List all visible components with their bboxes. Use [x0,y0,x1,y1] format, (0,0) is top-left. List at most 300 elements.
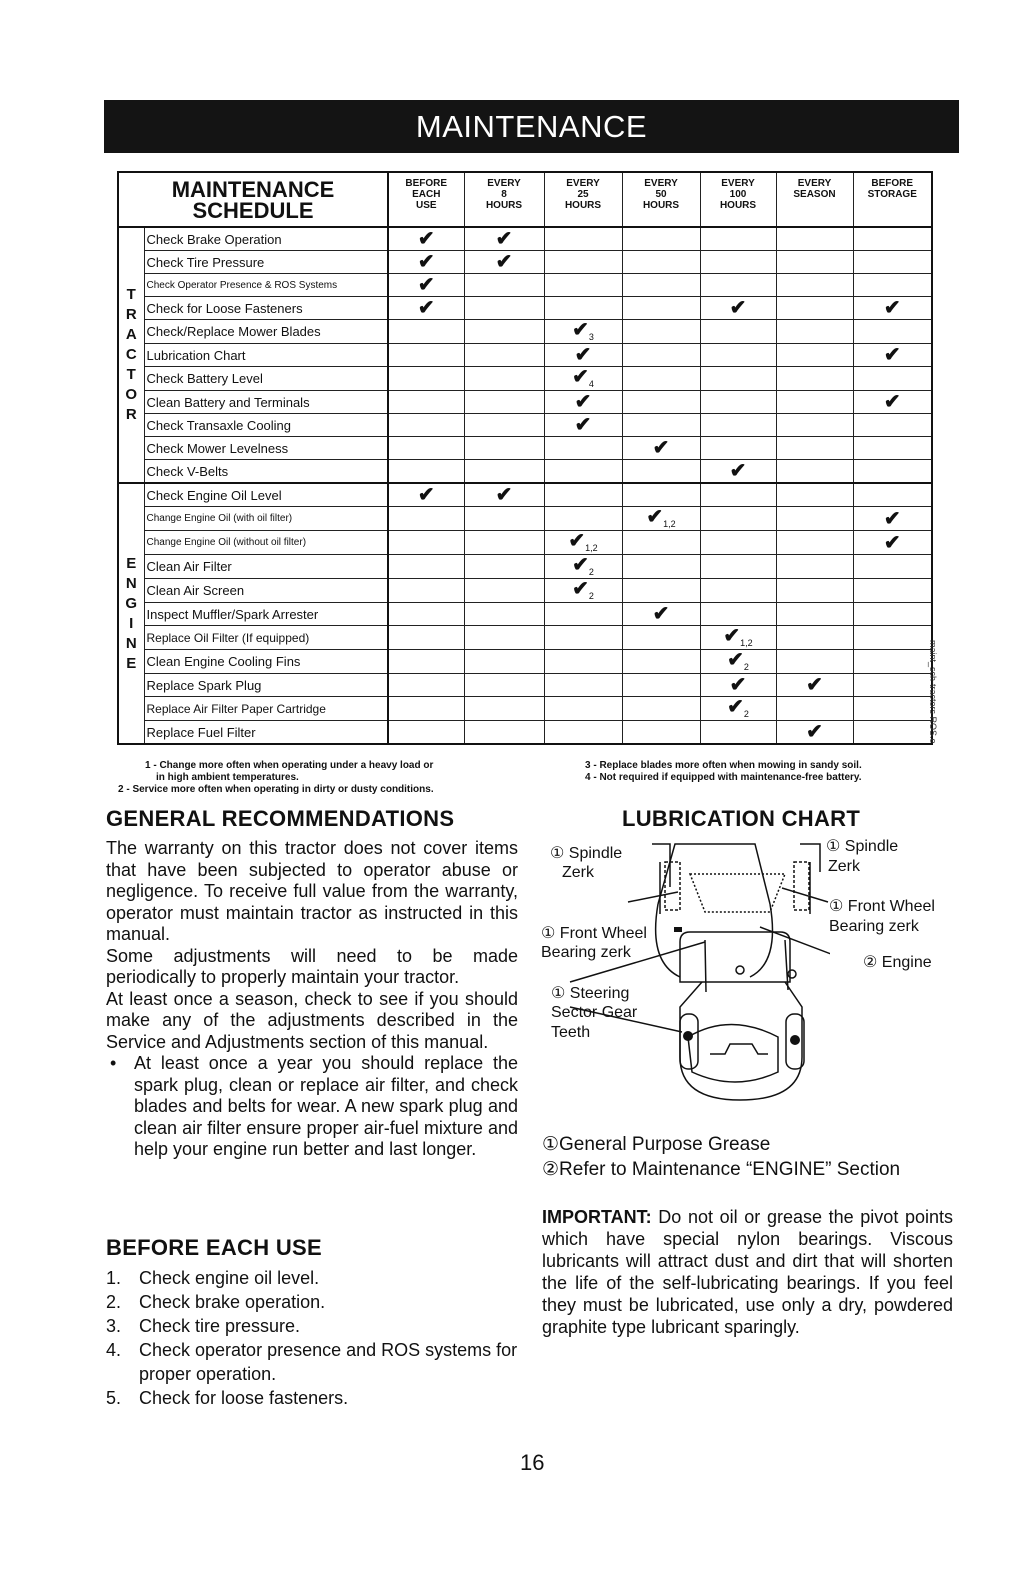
maintenance-schedule-table [117,171,933,745]
interval-header-line: 25 [577,189,589,200]
schedule-cell [544,320,622,344]
schedule-cell [776,531,853,555]
legend-engine-section: ②Refer to Maintenance “ENGINE” Section [542,1159,901,1180]
schedule-cell [776,674,853,697]
schedule-cell [776,437,853,460]
schedule-cell [544,297,622,320]
interval-column-header [388,172,464,227]
schedule-cell [388,674,464,697]
schedule-cell [853,460,932,484]
schedule-cell [853,297,932,320]
schedule-cell [776,414,853,437]
schedule-cell [544,414,622,437]
schedule-cell [464,603,544,626]
schedule-cell [700,437,776,460]
schedule-cell [388,483,464,507]
schedule-row [118,531,932,555]
section-letter: R [125,306,137,323]
schedule-cell [464,227,544,251]
footnote-3: 3 - Replace blades more often when mowing in sandy soil. [585,760,862,771]
check-icon: ✔ [572,578,589,600]
schedule-cell [700,674,776,697]
interval-header-line: EVERY [487,178,521,189]
task-name: Replace Spark Plug [144,674,388,697]
schedule-cell [622,274,700,297]
interval-header-line: USE [415,200,437,211]
schedule-cell [388,603,464,626]
schedule-cell [853,274,932,297]
schedule-cell [776,344,853,367]
schedule-cell [700,344,776,367]
schedule-cell [700,531,776,555]
check-icon: ✔ [572,554,589,576]
schedule-cell [464,555,544,579]
schedule-cell [700,555,776,579]
schedule-cell [776,555,853,579]
schedule-cell [388,460,464,484]
schedule-cell [544,391,622,414]
schedule-cell [853,579,932,603]
schedule-cell [388,414,464,437]
task-name: Check Mower Levelness [144,437,388,460]
task-name: Check Brake Operation [144,227,388,251]
list-text: Check tire pressure. [139,1316,301,1336]
section-letter: A [125,326,137,343]
schedule-cell [700,579,776,603]
schedule-cell [622,579,700,603]
schedule-cell [622,227,700,251]
schedule-cell [776,697,853,721]
task-name: Check Transaxle Cooling [144,414,388,437]
schedule-row [118,579,932,603]
schedule-cell [544,367,622,391]
task-name: Check V-Belts [144,460,388,484]
schedule-cell [700,297,776,320]
check-icon: ✔ [574,344,592,366]
paragraph: The warranty on this tractor does not cover items that have been subjected to operator abuse or negligence. To receive full value from the warranty, operator must maintain tractor as instructed in this manual. [106,838,518,944]
important-note [542,1206,953,1338]
schedule-cell [622,531,700,555]
interval-header-line: 100 [729,189,747,200]
schedule-cell [464,579,544,603]
schedule-cell [388,650,464,674]
label-teeth: Teeth [551,1024,591,1041]
list-number: 3. [106,1316,122,1336]
check-icon: ✔ [729,674,747,696]
schedule-cell [853,483,932,507]
interval-column-header [776,172,853,227]
page-banner: MAINTENANCE [104,100,959,153]
schedule-cell [464,297,544,320]
schedule-cell [388,579,464,603]
schedule-cell [853,437,932,460]
schedule-cell [700,603,776,626]
check-icon: ✔ [652,437,670,459]
schedule-cell [388,297,464,320]
check-icon: ✔ [723,625,741,647]
schedule-cell [776,626,853,650]
schedule-cell [776,721,853,745]
general-recommendations-heading: GENERAL RECOMMENDATIONS [106,806,455,831]
footnote-ref: 3 [588,332,594,342]
list-text: Check brake operation. [139,1292,326,1312]
task-name: Change Engine Oil (with oil filter) [144,507,388,531]
schedule-cell [700,507,776,531]
list-item [106,1314,526,1338]
footnote-4: 4 - Not required if equipped with maintenance-free battery. [585,772,862,783]
label-zerk-left: Zerk [562,864,594,881]
check-icon: ✔ [572,366,589,388]
footnote-ref: 1,2 [740,638,753,648]
list-number: 1. [106,1268,122,1288]
check-icon: ✔ [729,297,747,319]
schedule-cell [853,391,932,414]
schedule-cell [464,507,544,531]
schedule-cell [544,531,622,555]
schedule-cell [388,344,464,367]
schedule-cell [853,650,932,674]
footnote-1: 1 - Change more often when operating under a heavy load or in high ambient temperatures. [145,760,434,783]
schedule-cell [544,507,622,531]
check-icon: ✔ [883,297,901,319]
interval-header-line: SEASON [793,189,836,200]
check-icon: ✔ [495,251,513,273]
task-name: Replace Oil Filter (If equipped) [144,626,388,650]
schedule-cell [622,507,700,531]
schedule-cell [544,460,622,484]
schedule-cell [388,367,464,391]
schedule-cell [388,626,464,650]
schedule-cell [622,414,700,437]
footnote-ref: 2 [588,591,594,601]
footnote-ref: 2 [743,709,749,719]
schedule-cell [853,344,932,367]
schedule-cell [464,367,544,391]
schedule-row [118,721,932,745]
schedule-cell [464,437,544,460]
schedule-cell [464,674,544,697]
schedule-cell [464,391,544,414]
schedule-cell [544,344,622,367]
schedule-cell [622,251,700,274]
schedule-cell [464,344,544,367]
interval-header-line: HOURS [642,200,680,211]
important-text: Do not oil or grease the pivot points which have special nylon bearings. Viscous lubricants will attract dust and dirt that will shorten the life of the self-lubricating bearings. If you feel they must be lubricated, use only a dry, powdered graphite type lubricant sparingly. [542,1207,953,1337]
general-recommendations-body [106,838,518,1161]
engine-section-label [118,483,144,744]
interval-header-line: STORAGE [867,189,917,200]
schedule-cell [544,274,622,297]
interval-column-header [544,172,622,227]
list-number: 4. [106,1340,122,1360]
schedule-row [118,507,932,531]
list-text: Check for loose fasteners. [139,1388,349,1408]
task-name: Inspect Muffler/Spark Arrester [144,603,388,626]
schedule-cell [544,437,622,460]
check-icon: ✔ [417,297,435,319]
schedule-cell [853,721,932,745]
check-icon: ✔ [727,649,744,671]
label-steering: ① Steering [551,985,630,1002]
task-name: Replace Air Filter Paper Cartridge [144,697,388,721]
schedule-cell [853,603,932,626]
paragraph: At least once a season, check to see if you should make any of the adjustments described in the Service and Adjustments section of this manual. [106,988,518,1052]
label-front-wheel-right: ① Front Wheel [829,898,935,915]
schedule-cell [622,626,700,650]
section-letter: N [125,634,137,652]
before-each-use-heading: BEFORE EACH USE [106,1235,322,1260]
schedule-cell [622,391,700,414]
schedule-header-row [118,172,932,227]
schedule-title-line: SCHEDULE [192,197,314,223]
task-name: Lubrication Chart [144,344,388,367]
check-icon: ✔ [729,460,747,482]
interval-header-line: EVERY [566,178,600,189]
bullet-text: At least once a year you should replace the spark plug, clean or replace air filter, and check blades and belts for wear. A new spark plug and clean air filter ensure proper air-fuel mixture and help your engine run better and last longer. [134,1053,518,1159]
schedule-cell [622,297,700,320]
schedule-cell [853,531,932,555]
task-name: Clean Air Filter [144,555,388,579]
before-each-use-list [106,1266,526,1410]
label-front-wheel-left: ① Front Wheel [541,925,647,942]
list-text: Check engine oil level. [139,1268,320,1288]
schedule-cell [776,251,853,274]
task-name: Clean Air Screen [144,579,388,603]
schedule-cell [464,274,544,297]
schedule-row [118,674,932,697]
schedule-cell [700,391,776,414]
schedule-cell [464,650,544,674]
interval-column-header [622,172,700,227]
schedule-cell [544,650,622,674]
check-icon: ✔ [883,531,901,554]
schedule-cell [388,227,464,251]
schedule-cell [388,437,464,460]
interval-header-line: EVERY [644,178,678,189]
schedule-cell [776,603,853,626]
schedule-cell [776,274,853,297]
schedule-cell [622,483,700,507]
schedule-cell [544,721,622,745]
schedule-cell [776,391,853,414]
schedule-cell [853,697,932,721]
task-name: Clean Battery and Terminals [144,391,388,414]
interval-header-line: HOURS [485,200,523,211]
schedule-cell [622,721,700,745]
file-reference: maint_sch-tractors ROS.e [928,640,938,744]
schedule-cell [776,320,853,344]
schedule-cell [544,227,622,251]
schedule-cell [388,697,464,721]
task-name: Change Engine Oil (without oil filter) [144,531,388,555]
schedule-cell [853,674,932,697]
schedule-cell [700,367,776,391]
footnote-ref: 1,2 [663,519,676,529]
task-name: Clean Engine Cooling Fins [144,650,388,674]
schedule-cell [544,603,622,626]
schedule-cell [776,650,853,674]
schedule-cell [464,626,544,650]
check-icon: ✔ [572,319,589,341]
schedule-cell [622,344,700,367]
schedule-cell [700,483,776,507]
interval-header-line: 8 [501,189,507,200]
task-name: Check Battery Level [144,367,388,391]
bullet-item [106,1053,518,1161]
schedule-row [118,320,932,344]
schedule-cell [464,460,544,484]
schedule-cell [700,227,776,251]
schedule-title [118,172,388,227]
schedule-cell [622,674,700,697]
schedule-cell [622,367,700,391]
task-name: Replace Fuel Filter [144,721,388,745]
check-icon: ✔ [652,603,670,625]
schedule-cell [776,367,853,391]
list-number: 2. [106,1292,122,1312]
check-icon: ✔ [883,507,901,530]
schedule-cell [464,414,544,437]
schedule-cell [464,721,544,745]
schedule-cell [700,697,776,721]
schedule-row [118,483,932,507]
schedule-cell [700,460,776,484]
list-item [106,1386,526,1410]
schedule-cell [464,531,544,555]
schedule-cell [464,483,544,507]
schedule-cell [700,414,776,437]
task-name: Check/Replace Mower Blades [144,320,388,344]
schedule-cell [853,367,932,391]
schedule-cell [700,320,776,344]
legend-general-grease: ①General Purpose Grease [542,1134,771,1155]
list-item [106,1338,526,1386]
schedule-cell [622,603,700,626]
schedule-cell [776,460,853,484]
schedule-row [118,391,932,414]
schedule-cell [544,626,622,650]
schedule-cell [388,721,464,745]
check-icon: ✔ [417,484,435,506]
schedule-cell [464,697,544,721]
schedule-cell [776,507,853,531]
section-letter: N [125,574,137,592]
schedule-cell [853,320,932,344]
check-icon: ✔ [495,228,513,250]
schedule-cell [622,320,700,344]
label-sector-gear: Sector Gear [551,1004,638,1021]
schedule-cell [544,579,622,603]
schedule-cell [388,274,464,297]
check-icon: ✔ [574,414,592,436]
schedule-row [118,251,932,274]
schedule-cell [622,460,700,484]
footnote-2: 2 - Service more often when operating in dirty or dusty conditions. [118,784,434,795]
label-bearing-right: Bearing zerk [829,918,919,935]
schedule-cell [700,251,776,274]
schedule-row [118,626,932,650]
schedule-row [118,650,932,674]
lubrication-chart-heading: LUBRICATION CHART [622,806,861,831]
schedule-cell [544,251,622,274]
schedule-row [118,603,932,626]
label-bearing-left: Bearing zerk [541,944,631,961]
paragraph: Some adjustments will need to be made periodically to properly maintain your tractor. [106,945,518,987]
section-letter: E [126,554,137,572]
schedule-cell [544,674,622,697]
schedule-cell [622,697,700,721]
schedule-cell [853,227,932,251]
tractor-section-label [118,227,144,483]
schedule-cell [544,483,622,507]
page-number: 16 [520,1450,545,1475]
check-icon: ✔ [574,391,592,413]
task-name: Check for Loose Fasteners [144,297,388,320]
section-letter: T [126,366,136,383]
task-name: Check Operator Presence & ROS Systems [144,274,388,297]
schedule-row [118,555,932,579]
schedule-row [118,227,932,251]
interval-header-line: HOURS [564,200,602,211]
list-item [106,1266,526,1290]
schedule-cell [388,507,464,531]
interval-column-header [464,172,544,227]
schedule-row [118,414,932,437]
schedule-row [118,460,932,484]
footnote-ref: 2 [743,662,749,672]
check-icon: ✔ [806,721,823,743]
interval-header-line: HOURS [719,200,757,211]
check-icon: ✔ [495,484,513,506]
schedule-cell [700,274,776,297]
schedule-cell [388,320,464,344]
schedule-cell [776,297,853,320]
list-number: 5. [106,1388,122,1408]
check-icon: ✔ [883,344,901,366]
section-letter: G [125,594,138,612]
schedule-cell [622,437,700,460]
check-icon: ✔ [417,251,435,273]
section-letter: O [125,386,138,403]
section-letter: C [125,346,137,363]
interval-column-header [700,172,776,227]
check-icon: ✔ [727,696,744,718]
schedule-cell [464,251,544,274]
interval-header-line: BEFORE [871,178,914,189]
interval-header-line: EACH [412,189,441,200]
schedule-cell [622,555,700,579]
schedule-row [118,437,932,460]
check-icon: ✔ [646,506,664,528]
task-name: Check Engine Oil Level [144,483,388,507]
schedule-cell [853,507,932,531]
schedule-cell [388,251,464,274]
check-icon: ✔ [417,228,435,250]
schedule-cell [776,227,853,251]
section-letter: E [126,654,137,672]
schedule-cell [853,251,932,274]
schedule-cell [853,555,932,579]
check-icon: ✔ [568,530,586,552]
schedule-cell [700,721,776,745]
schedule-row [118,274,932,297]
check-icon: ✔ [883,391,901,413]
section-letter: T [126,286,136,303]
label-spindle-left: ① Spindle [550,845,623,862]
schedule-cell [464,320,544,344]
schedule-cell [544,555,622,579]
label-zerk-right: Zerk [828,858,860,875]
